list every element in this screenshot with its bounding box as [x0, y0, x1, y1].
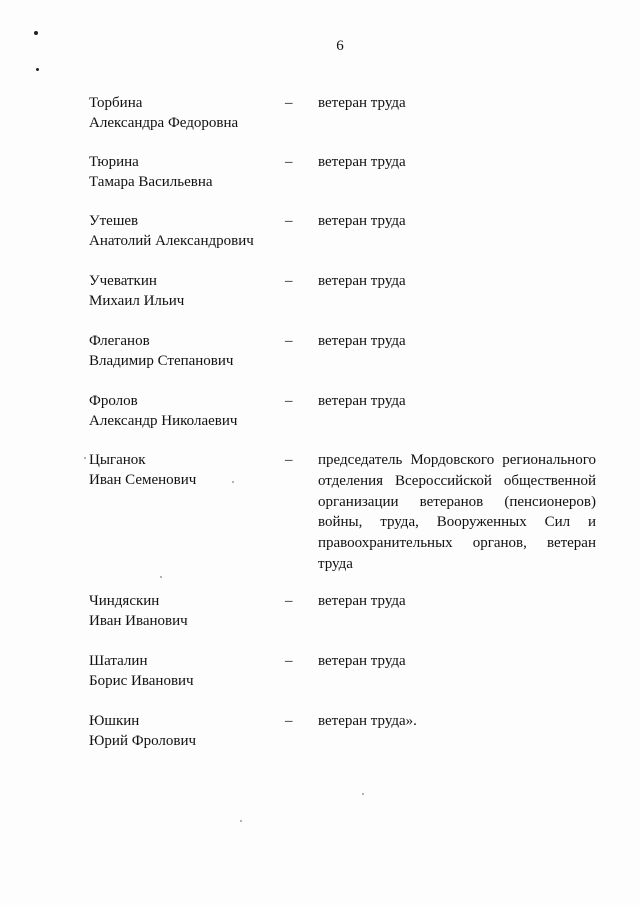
- person-name: [89, 651, 279, 691]
- person-name: [89, 591, 279, 631]
- dash-separator: –: [285, 333, 293, 349]
- person-name: [89, 152, 279, 192]
- person-description: ветеран труда: [318, 213, 406, 229]
- page-number: 6: [336, 38, 344, 54]
- person-description: ветеран труда: [318, 393, 406, 409]
- scan-speck: [84, 457, 86, 459]
- person-name: [89, 391, 279, 431]
- person-name: [89, 211, 279, 251]
- person-description: ветеран труда: [318, 273, 406, 289]
- dash-separator: –: [285, 593, 293, 609]
- scan-speck: [240, 820, 242, 822]
- person-name: [89, 450, 279, 490]
- dash-separator: –: [285, 713, 293, 729]
- person-description: ветеран труда».: [318, 713, 417, 729]
- surname: Тюрина: [89, 154, 139, 170]
- dash-separator: –: [285, 273, 293, 289]
- given-names: Михаил Ильич: [89, 293, 185, 309]
- given-names: Александра Федоровна: [89, 115, 239, 131]
- surname: Чиндяскин: [89, 593, 160, 609]
- surname: Флеганов: [89, 333, 150, 349]
- dash-separator: –: [285, 393, 293, 409]
- person-name: [89, 271, 279, 311]
- person-description: ветеран труда: [318, 95, 406, 111]
- person-name: [89, 93, 279, 133]
- surname: Учеваткин: [89, 273, 157, 289]
- dash-separator: –: [285, 653, 293, 669]
- person-description: ветеран труда: [318, 333, 406, 349]
- given-names: Владимир Степанович: [89, 353, 234, 369]
- scan-speck: [232, 481, 234, 483]
- scan-speck: [160, 576, 162, 578]
- given-names: Юрий Фролович: [89, 733, 197, 749]
- dash-separator: –: [285, 154, 293, 170]
- surname: Торбина: [89, 95, 143, 111]
- surname: Цыганок: [89, 452, 146, 468]
- person-description: председатель Мордовского регионального отделения Всероссийской общественной организации ветеранов (пенсионеров) войны, труда, Вооруженных Сил и правоохранительных органов, ветеран труда: [318, 452, 596, 572]
- person-name: [89, 711, 279, 751]
- given-names: Иван Семенович: [89, 472, 197, 488]
- person-description: ветеран труда: [318, 593, 406, 609]
- surname: Утешев: [89, 213, 139, 229]
- given-names: Тамара Васильевна: [89, 174, 213, 190]
- given-names: Борис Иванович: [89, 673, 194, 689]
- dash-separator: –: [285, 213, 293, 229]
- person-description: ветеран труда: [318, 154, 406, 170]
- person-name: [89, 331, 279, 371]
- scan-speck: [362, 793, 364, 795]
- surname: Фролов: [89, 393, 138, 409]
- surname: Юшкин: [89, 713, 140, 729]
- given-names: Александр Николаевич: [89, 413, 238, 429]
- given-names: Анатолий Александрович: [89, 233, 254, 249]
- dash-separator: –: [285, 95, 293, 111]
- surname: Шаталин: [89, 653, 148, 669]
- given-names: Иван Иванович: [89, 613, 188, 629]
- dash-separator: –: [285, 452, 293, 468]
- person-description: ветеран труда: [318, 653, 406, 669]
